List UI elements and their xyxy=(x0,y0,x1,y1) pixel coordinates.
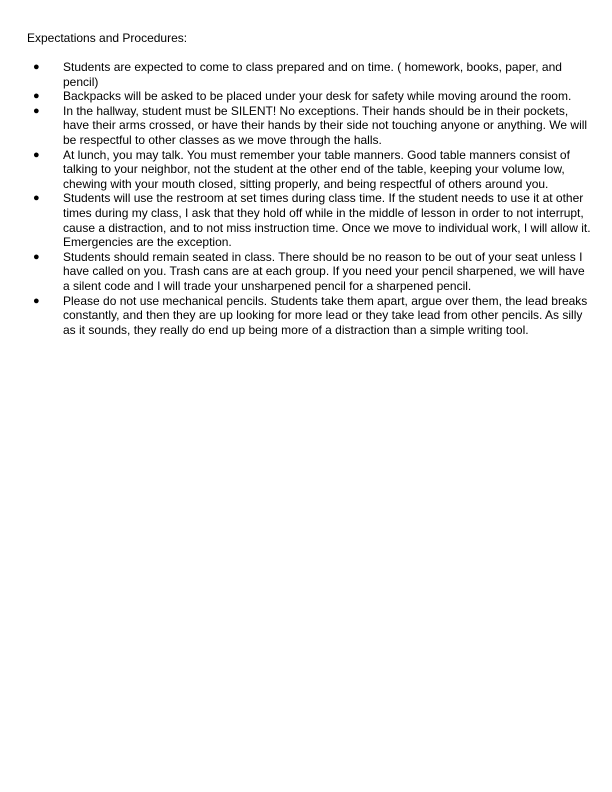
bullet-icon: ● xyxy=(33,61,40,73)
list-item xyxy=(27,89,593,104)
bullet-icon: ● xyxy=(33,148,40,161)
expectations-list xyxy=(27,60,593,337)
list-item-text: Students are expected to come to class prepared and on time. ( homework, books, paper, and pencil) xyxy=(63,60,562,89)
list-item-text: Students will use the restroom at set times during class time. If the student needs to use it at other times during my class, I ask that they hold off while in the middle of lesson in order to not interrupt, cause a distraction, and to not miss instruction time. Once we move to individual work, I will allow it. Emergencies are the exception. xyxy=(63,191,591,250)
bullet-icon: ● xyxy=(33,192,40,205)
list-item xyxy=(27,104,593,148)
bullet-icon: ● xyxy=(33,104,40,117)
list-item-text: Backpacks will be asked to be placed under your desk for safety while moving around the room. xyxy=(63,89,572,104)
page-title: Expectations and Procedures: xyxy=(27,31,188,45)
list-item xyxy=(27,60,593,89)
bullet-icon: ● xyxy=(33,250,40,263)
list-item xyxy=(27,148,593,192)
list-item-text: At lunch, you may talk. You must remember your table manners. Good table manners consist of talking to your neighbor, not the student at the other end of the table, keeping your volume low, chewing with your mouth closed, sitting properly, and being respectful of others around you. xyxy=(63,147,570,191)
list-item-text: In the hallway, student must be SILENT! No exceptions. Their hands should be in their pockets, have their arms crossed, or have their hands by their side not touching anyone or anything. We will be respectful to other classes as we move through the halls. xyxy=(63,103,588,147)
list-item-text: Please do not use mechanical pencils. Students take them apart, argue over them, the lead breaks constantly, and then they are up looking for more lead or they take lead from other pencils. As silly as it sounds, they really do end up being more of a distraction than a simple writing tool. xyxy=(63,293,588,337)
list-item xyxy=(27,191,593,249)
list-item-text: Students should remain seated in class. There should be no reason to be out of your seat unless I have called on you. Trash cans are at each group. If you need your pencil sharpened, we will have a silent code and I will trade your unsharpened pencil for a sharpened pencil. xyxy=(63,249,585,293)
bullet-icon: ● xyxy=(33,294,40,307)
list-item xyxy=(27,294,593,338)
list-item xyxy=(27,250,593,294)
bullet-icon: ● xyxy=(33,90,40,103)
